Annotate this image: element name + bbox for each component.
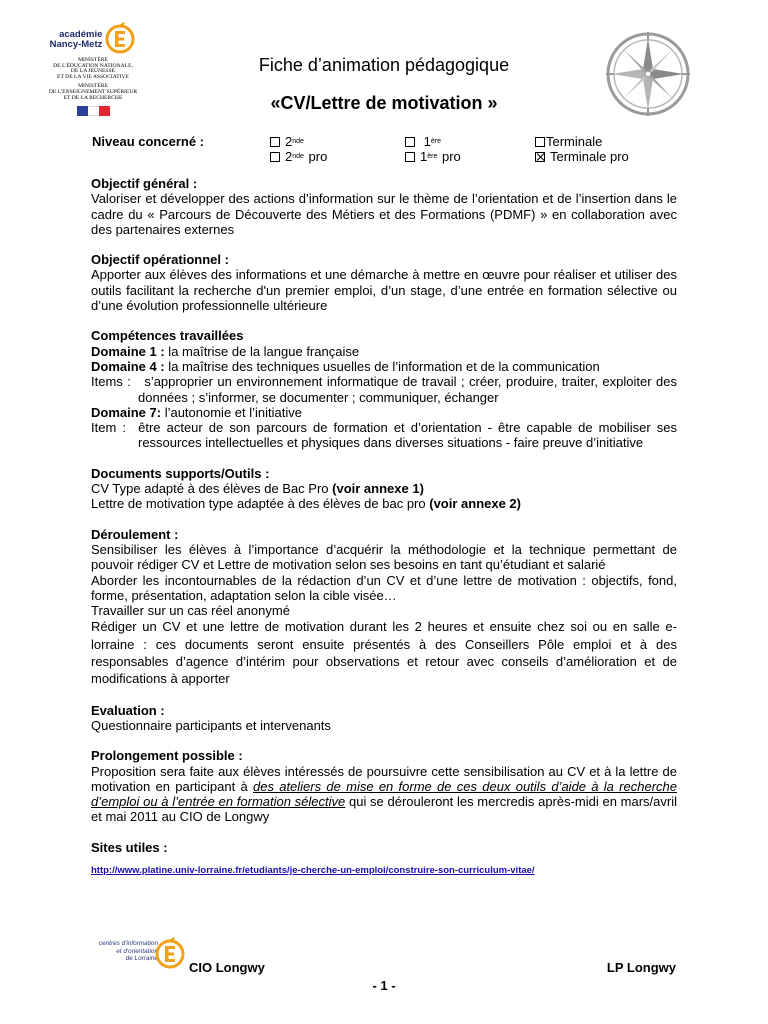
option-suffix: pro xyxy=(441,149,461,164)
academie-logo-top xyxy=(44,22,142,58)
prolongement-text-emphasis: des ateliers de mise en forme de ces deux outils d’aide à la recherche d’emploi ou à l’entrée en formation sélective xyxy=(91,778,677,810)
niveau-option-terminale-pro[interactable] xyxy=(535,149,629,164)
item-text: être acteur de son parcours de formation et d’orientation - être capable de mobiliser ses ressources intellectuelles et physiques dans diverses situations - faire preuve d’initiative xyxy=(138,420,677,451)
domaine-7-text: l’autonomie et l’initiative xyxy=(161,404,302,420)
competences-title: Compétences travaillées xyxy=(91,328,244,344)
item-domaine-7 xyxy=(91,420,677,451)
domaine-4-text: la maîtrise des techniques usuelles de l’information et de la communication xyxy=(164,358,600,374)
page-subtitle: «CV/Lettre de motivation » xyxy=(270,93,498,113)
evaluation-title: Evaluation : xyxy=(91,702,165,718)
option-sup: nde xyxy=(292,152,304,160)
item-label: Item : xyxy=(91,420,126,436)
academie-e-logo-icon xyxy=(104,22,136,54)
documents-line2-text: Lettre de motivation type adaptée à des élèves de bac pro xyxy=(91,496,430,512)
option-sup: ère xyxy=(430,137,441,145)
ministry1-line: DE L'ÉDUCATION NATIONALE, xyxy=(53,62,133,69)
domaine-1-text: la maîtrise de la langue française xyxy=(164,343,360,359)
domaine-1-label: Domaine 1 : xyxy=(91,343,165,359)
objectif-operationnel-title: Objectif opérationnel : xyxy=(91,252,229,268)
items-domaine-4 xyxy=(91,374,677,405)
deroulement-p4: Rédiger un CV et une lettre de motivation durant les 2 heures et ensuite chez soi ou en salle e-lorraine : ces documents seront ensuite présentés à des Conseillers Pôle emploi et à des responsables d’agence d’intérim pour observations et retour avec conseils d’amélioration et de modifications à apporter xyxy=(91,619,677,687)
cio-logo-text xyxy=(88,940,158,963)
option-base: Terminale pro xyxy=(550,149,629,164)
option-base: 2 xyxy=(285,134,293,149)
documents-line1-annexe: (voir annexe 1) xyxy=(332,481,424,497)
documents-line1-text: CV Type adapté à des élèves de Bac Pro xyxy=(91,481,333,497)
niveau-option-1ere[interactable] xyxy=(405,134,461,149)
deroulement-p2: Aborder les incontournables de la rédaction d’un CV et d’une lettre de motivation : objectifs, fond, forme, présentation, adaptation selon la cible visée… xyxy=(91,572,677,603)
niveau-option-terminale[interactable] xyxy=(535,134,629,149)
documents-line-lettre xyxy=(91,496,677,511)
prolongement-title: Prolongement possible : xyxy=(91,748,243,764)
checkbox-icon[interactable] xyxy=(270,152,280,162)
page-title: Fiche d’animation pédagogique xyxy=(258,55,510,75)
ministry-higher-education xyxy=(44,84,142,101)
objectif-general-title: Objectif général : xyxy=(91,176,198,191)
cio-logo-line: et d'orientation xyxy=(116,947,158,955)
option-base: 1 xyxy=(423,134,431,149)
ministry2-line: DE L'ENSEIGNEMENT SUPÉRIEUR xyxy=(48,88,138,95)
document-body xyxy=(91,176,677,878)
documents-line2-annexe: (voir annexe 2) xyxy=(429,496,521,512)
items-label: Items : xyxy=(91,374,131,390)
documents-title: Documents supports/Outils : xyxy=(91,465,270,481)
sites-link[interactable]: http://www.platine.univ-lorraine.fr/etudiants/je-cherche-un-emploi/construire-son-curriculum-vitae/ xyxy=(91,864,535,876)
ministry2-line: MINISTÈRE xyxy=(78,83,108,90)
checkbox-icon[interactable] xyxy=(535,137,545,147)
cio-logo-line: centres d'information xyxy=(98,940,158,947)
option-sup: ère xyxy=(427,152,438,160)
documents-line-cv xyxy=(91,481,677,496)
french-flag-icon xyxy=(44,106,142,116)
domaine-4-label: Domaine 4 : xyxy=(91,358,165,374)
page-number: - 1 - xyxy=(372,978,396,993)
niveau-option-2nde-pro[interactable] xyxy=(270,149,327,164)
deroulement-p3: Travailler sur un cas réel anonymé xyxy=(91,603,290,619)
prolongement-text-after: qui se dérouleront les mercredis après-midi en mars/avril et mai 2011 au CIO de Longwy xyxy=(91,794,677,825)
domaine-4 xyxy=(91,359,677,374)
niveau-option-1ere-pro[interactable] xyxy=(405,149,461,164)
option-suffix: pro xyxy=(308,149,328,164)
domaine-7-label: Domaine 7: xyxy=(91,404,162,420)
items-text: s’approprier un environnement informatique de travail ; créer, produire, traiter, exploiter des données ; s’informer, se documenter ; communiquer, échanger xyxy=(138,374,677,405)
objectif-general-text: Valoriser et développer des actions d’information sur le thème de l’orientation et de l’insertion dans le cadre du « Parcours de Découverte des Métiers et des Formations (PDMF) » en collaboration avec des partenaires externes xyxy=(91,191,677,237)
academie-line1: académie xyxy=(59,29,103,40)
academie-logo xyxy=(44,22,142,134)
domaine-1 xyxy=(91,344,677,359)
cio-lorraine-logo xyxy=(88,934,186,976)
checkbox-checked-icon[interactable] xyxy=(535,152,545,162)
niveau-column-2nde xyxy=(270,134,327,164)
deroulement-p1: Sensibiliser les élèves à l’importance d’acquérir la méthodologie et la technique permettant de pouvoir rédiger CV et Lettre de motivation selon ses besoins en tant qu’étudiant et salarié xyxy=(91,541,677,573)
sites-link-row xyxy=(91,861,677,878)
ministry1-line: MINISTÈRE xyxy=(78,57,108,63)
ministry2-line: ET DE LA RECHERCHE xyxy=(63,94,123,101)
ministry1-line: DE LA JEUNESSE xyxy=(70,68,116,75)
niveau-option-2nde[interactable] xyxy=(270,134,327,149)
evaluation-text: Questionnaire participants et intervenants xyxy=(91,717,331,733)
compass-rose-icon xyxy=(604,30,692,118)
footer-cio: CIO Longwy xyxy=(189,960,265,975)
deroulement-title: Déroulement : xyxy=(91,526,179,542)
cio-e-logo-icon xyxy=(154,934,186,970)
option-sup: nde xyxy=(292,137,304,145)
objectif-operationnel-text: Apporter aux élèves des informations et une démarche à mettre en œuvre pour réaliser et utiliser des outils facilitant la recherche d'un premier emploi, d’un stage, d’une entrée en formation sélective ou d’une évolution professionnelle ultérieure xyxy=(91,267,677,314)
ministry1-line: ET DE LA VIE ASSOCIATIVE xyxy=(57,73,129,80)
prolongement-text-before: Proposition sera faite aux élèves intéressés de poursuivre cette sensibilisation au CV et à la lettre de motivation en participant à xyxy=(91,763,677,794)
option-base: 1 xyxy=(420,149,428,164)
sites-title: Sites utiles : xyxy=(91,839,168,855)
checkbox-icon[interactable] xyxy=(405,152,415,162)
academie-name xyxy=(50,30,103,50)
cio-logo-line: de Lorraine xyxy=(125,955,158,963)
niveau-label: Niveau concerné : xyxy=(92,134,204,149)
option-base: 2 xyxy=(285,149,293,164)
academie-line2: Nancy-Metz xyxy=(49,39,103,50)
domaine-7 xyxy=(91,405,677,420)
option-base: Terminale xyxy=(546,134,603,149)
prolongement-text xyxy=(91,764,677,825)
niveau-column-terminale xyxy=(535,134,629,164)
checkbox-icon[interactable] xyxy=(405,137,415,147)
ministry-education xyxy=(44,58,142,80)
niveau-column-1ere xyxy=(405,134,461,164)
checkbox-icon[interactable] xyxy=(270,137,280,147)
footer-lp: LP Longwy xyxy=(606,960,676,975)
